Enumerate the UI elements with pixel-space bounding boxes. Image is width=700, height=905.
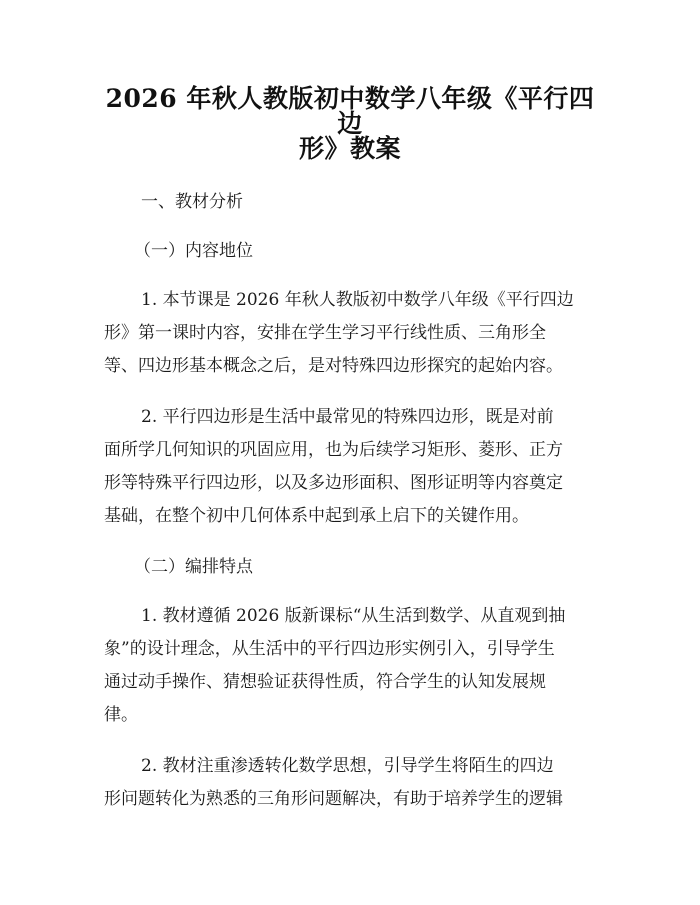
- subsection-heading-content-position: （一）内容地位: [134, 241, 253, 261]
- paragraph-line: 形》第一课时内容，安排在学生学习平行线性质、三角形全: [104, 323, 546, 343]
- paragraph-line: 1. 本节课是 2026 年秋人教版初中数学八年级《平行四边: [141, 290, 574, 310]
- paragraph-line: 通过动手操作、猜想验证获得性质，符合学生的认知发展规: [104, 672, 546, 692]
- document-title-line-2: 形》教案: [298, 134, 401, 163]
- subsection-heading-arrangement-features: （二）编排特点: [134, 557, 253, 577]
- paragraph-line: 2. 平行四边形是生活中最常见的特殊四边形，既是对前: [141, 407, 554, 427]
- paragraph-line: 基础，在整个初中几何体系中起到承上启下的关键作用。: [104, 506, 529, 526]
- paragraph-line: 1. 教材遵循 2026 版新课标“从生活到数学、从直观到抽: [141, 606, 566, 626]
- paragraph-line: 等、四边形基本概念之后，是对特殊四边形探究的起始内容。: [104, 356, 563, 376]
- paragraph-line: 象”的设计理念，从生活中的平行四边形实例引入，引导学生: [104, 639, 555, 659]
- paragraph-line: 形问题转化为熟悉的三角形问题解决，有助于培养学生的逻辑: [104, 789, 563, 809]
- section-heading-textbook-analysis: 一、教材分析: [141, 192, 243, 212]
- paragraph-line: 律。: [104, 705, 138, 725]
- document-title-line-1: 2026 年秋人教版初中数学八年级《平行四边: [105, 84, 595, 138]
- paragraph-line: 面所学几何知识的巩固应用，也为后续学习矩形、菱形、正方: [104, 440, 563, 460]
- paragraph-line: 2. 教材注重渗透转化数学思想，引导学生将陌生的四边: [141, 756, 554, 776]
- paragraph-line: 形等特殊平行四边形，以及多边形面积、图形证明等内容奠定: [104, 473, 563, 493]
